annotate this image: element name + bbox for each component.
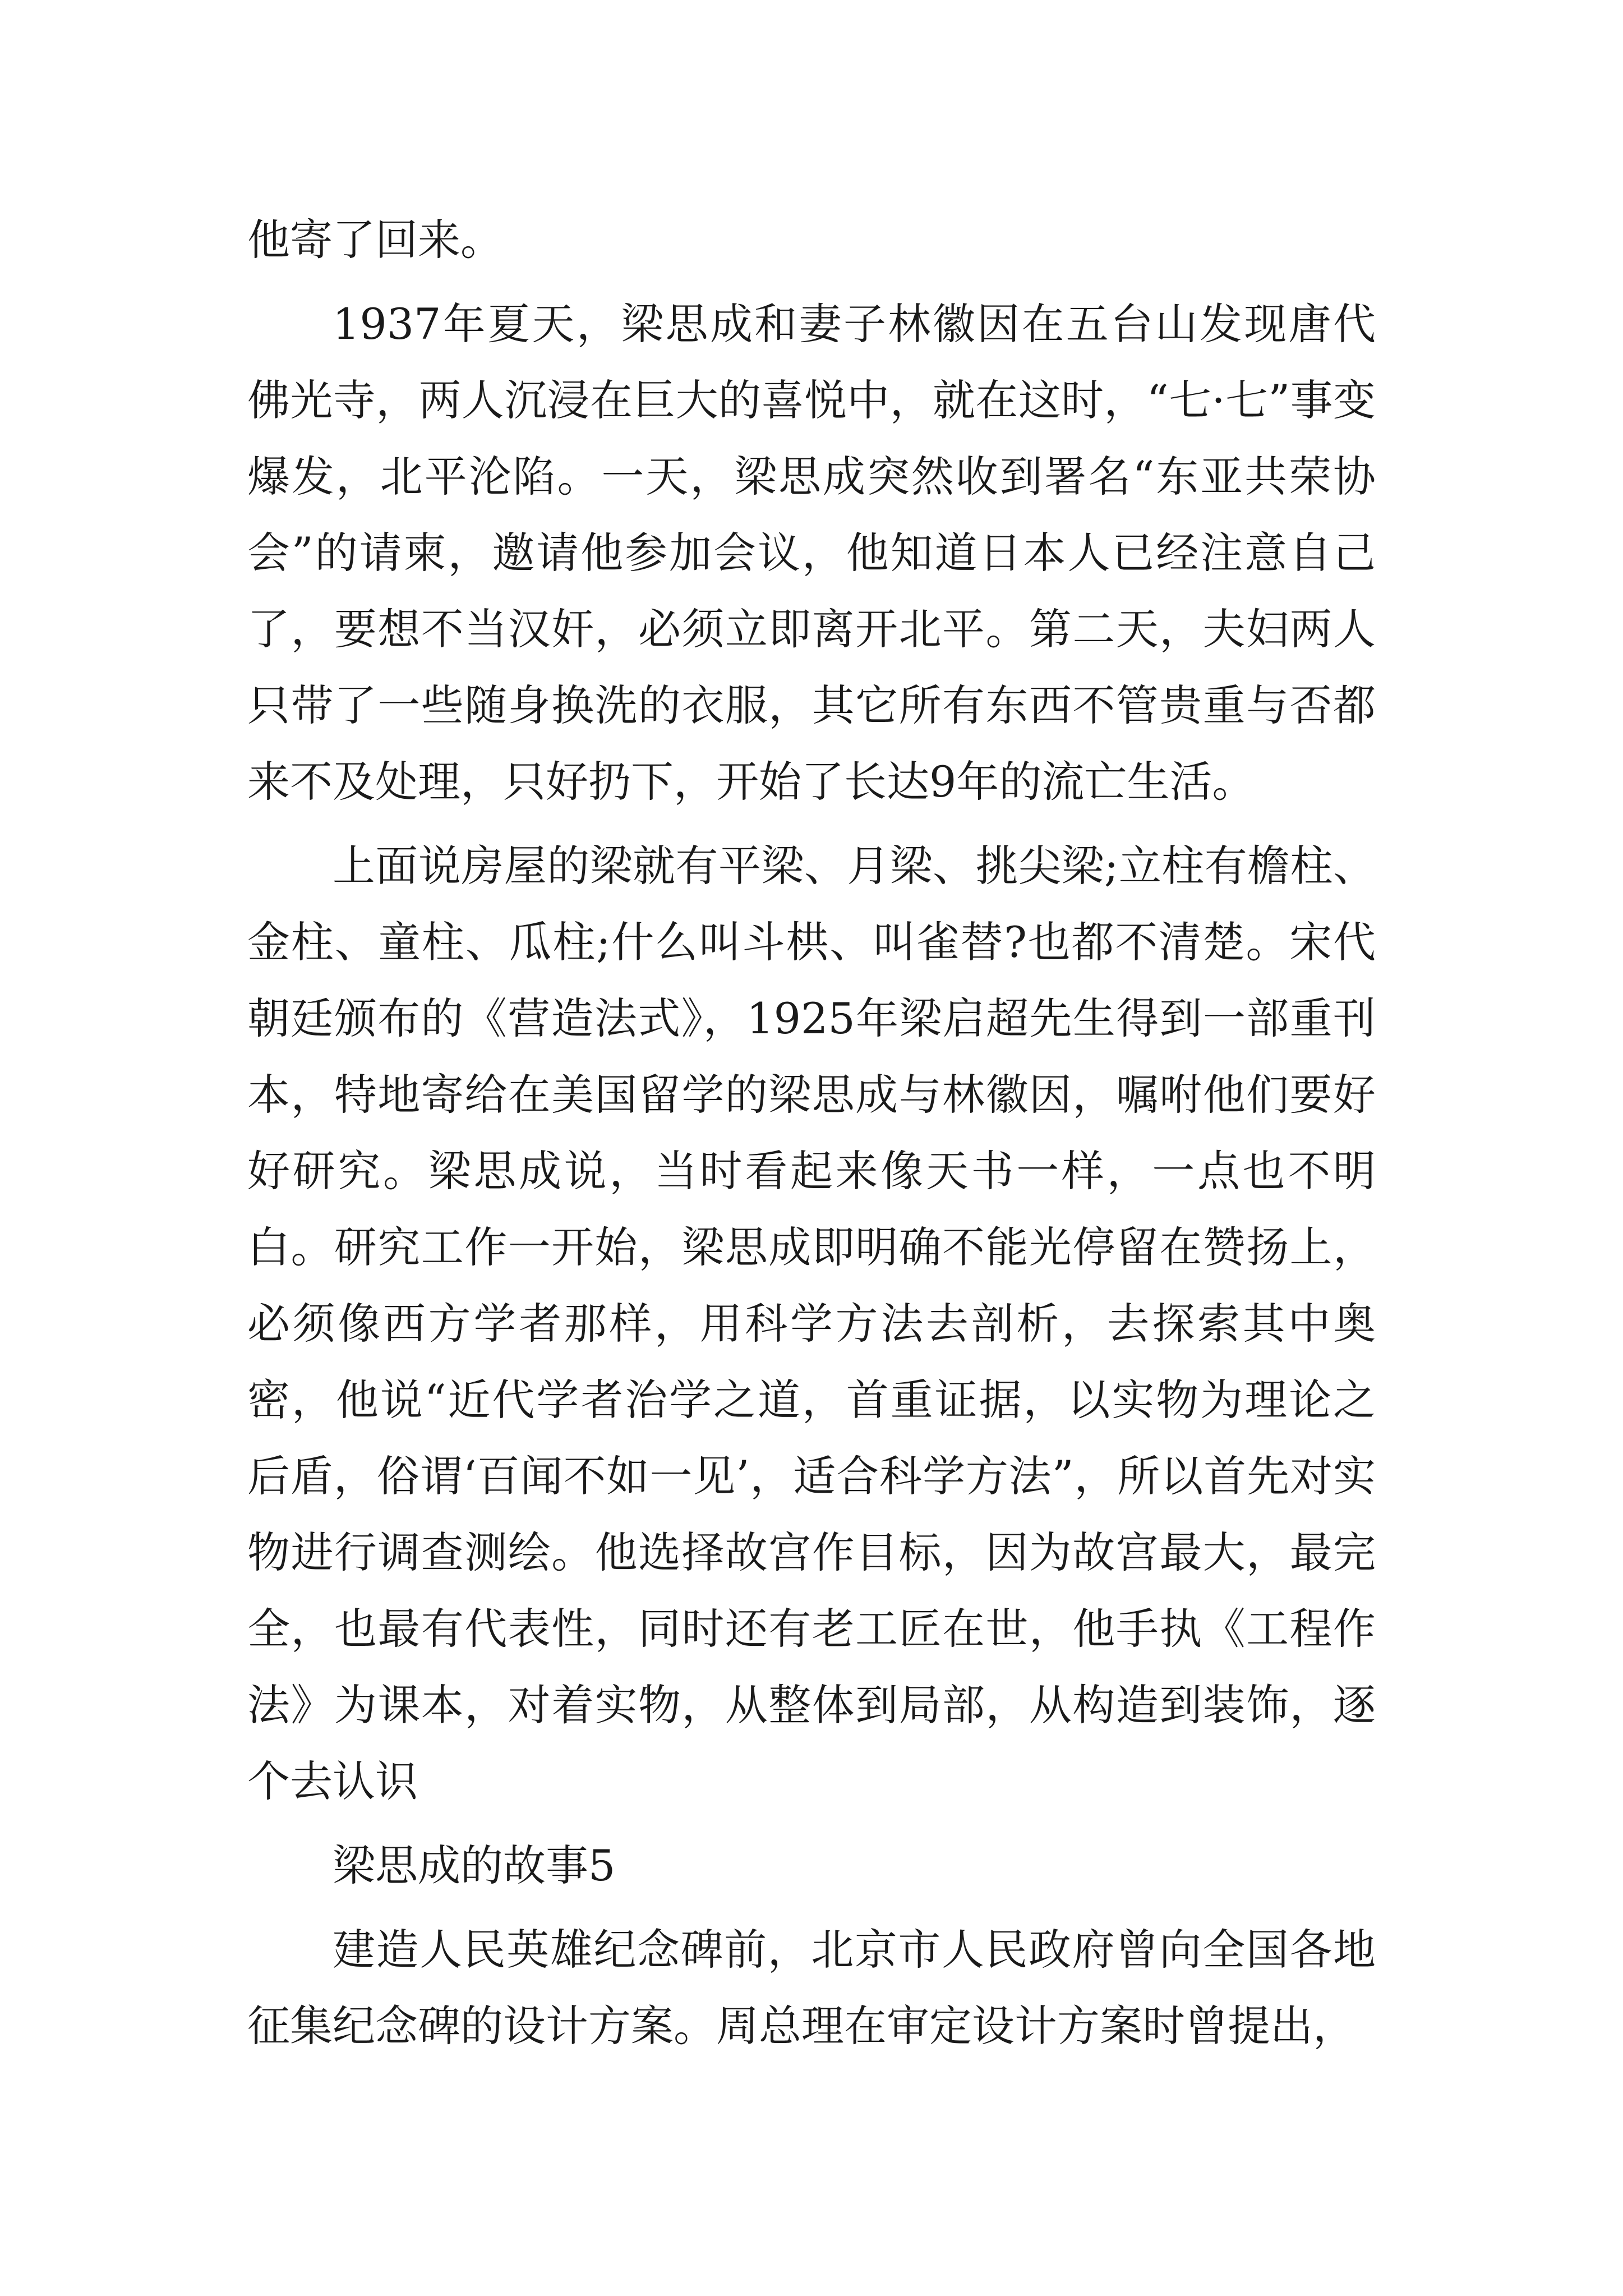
paragraph-yingzao-fashi: 上面说房屋的梁就有平梁、月梁、挑尖梁;立柱有檐柱、金柱、童柱、瓜柱;什么叫斗栱、叫雀替?也都不清楚。宋代朝廷颁布的《营造法式》，1925年梁启超先生得到一部重刊本，特地寄给在美国留学的梁思成与林徽因，嘱咐他们要好好研究。梁思成说，当时看起来像天书一样，一点也不明白。研究工作一开始，梁思成即明确不能光停留在赞扬上，必须像西方学者那样，用科学方法去剖析，去探索其中奥密，他说“近代学者治学之道，首重证据，以实物为理论之后盾，俗谓‘百闻不如一见’，适合科学方法”，所以首先对实物进行调查测绘。他选择故宫作目标，因为故宫最大，最完全，也最有代表性，同时还有老工匠在世，他手执《工程作法》为课本，对着实物，从整体到局部，从构造到装饰，逐个去认识 xyxy=(247,841,1376,1806)
document-body xyxy=(247,202,1376,2072)
paragraph-1937-summer: 1937年夏天，梁思成和妻子林徽因在五台山发现唐代佛光寺，两人沉浸在巨大的喜悦中，就在这时，“七·七”事变爆发，北平沦陷。一天，梁思成突然收到署名“东亚共荣协会”的请柬，邀请他参加会议，他知道日本人已经注意自己了，要想不当汉奸，必须立即离开北平。第二天，夫妇两人只带了一些随身换洗的衣服，其它所有东西不管贵重与否都来不及处理，只好扔下，开始了长达9年的流亡生活。 xyxy=(247,299,1376,807)
section-heading: 梁思成的故事5 xyxy=(333,1841,616,1890)
paragraph-continuation: 他寄了回来。 xyxy=(247,215,503,265)
paragraph-monument: 建造人民英雄纪念碑前，北京市人民政府曾向全国各地征集纪念碑的设计方案。周总理在审定设计方案时曾提出， xyxy=(247,1925,1376,2051)
